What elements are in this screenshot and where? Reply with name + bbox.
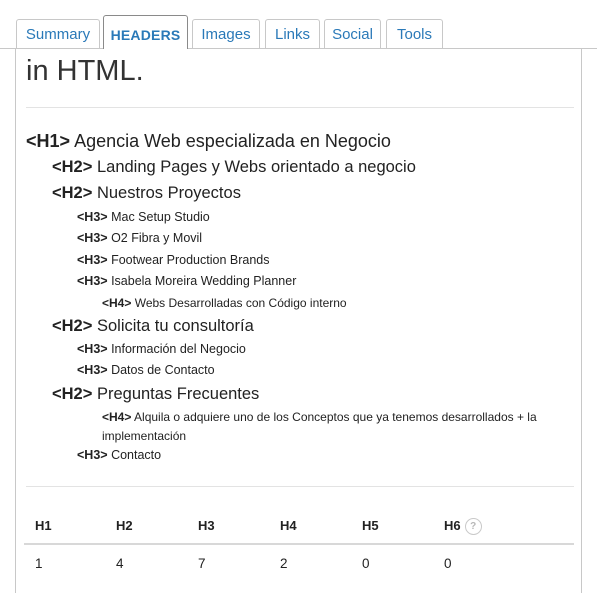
stat-value: 1 — [35, 556, 43, 571]
stat-header-divider — [24, 543, 574, 545]
heading-item: <H3> O2 Fibra y Movil — [77, 231, 203, 245]
heading-item: <H4> Webs Desarrolladas con Código interno — [102, 296, 347, 310]
heading-item: <H2> Solicita tu consultoría — [52, 317, 254, 335]
heading-item: <H2> Nuestros Proyectos — [52, 184, 241, 202]
heading-item: <H1> Agencia Web especializada en Negocio — [26, 131, 391, 151]
tab-tools[interactable]: Tools — [386, 19, 443, 48]
stat-header: H4 — [280, 518, 297, 533]
stat-header: H6 ? — [444, 518, 482, 535]
stat-header: H2 — [116, 518, 133, 533]
stat-value: 2 — [280, 556, 288, 571]
stat-header: H3 — [198, 518, 215, 533]
headers-panel — [15, 48, 582, 593]
heading-item: <H3> Footwear Production Brands — [77, 253, 270, 267]
heading-item: <H3> Información del Negocio — [77, 342, 246, 356]
stat-value: 4 — [116, 556, 124, 571]
help-icon[interactable]: ? — [465, 518, 482, 535]
stat-value: 0 — [444, 556, 452, 571]
heading-item: <H3> Contacto — [77, 448, 162, 462]
intro-text: in HTML. — [26, 55, 144, 87]
heading-item: <H3> Mac Setup Studio — [77, 210, 210, 224]
tab-images[interactable]: Images — [192, 19, 260, 48]
tab-summary[interactable]: Summary — [16, 19, 100, 48]
heading-item: <H3> Isabela Moreira Wedding Planner — [77, 274, 297, 288]
stat-value: 7 — [198, 556, 206, 571]
heading-item: <H2> Preguntas Frecuentes — [52, 385, 260, 403]
tab-links[interactable]: Links — [265, 19, 320, 48]
divider — [26, 107, 574, 108]
stat-value: 0 — [362, 556, 370, 571]
heading-item: <H3> Datos de Contacto — [77, 363, 215, 377]
stat-header: H5 — [362, 518, 379, 533]
divider — [26, 486, 574, 487]
tab-bar — [0, 0, 597, 49]
heading-item: <H2> Landing Pages y Webs orientado a negocio — [52, 158, 416, 176]
tab-social[interactable]: Social — [324, 19, 381, 48]
tab-headers[interactable]: HEADERS — [103, 15, 188, 49]
stat-header: H1 — [35, 518, 52, 533]
heading-item: <H4> Alquila o adquiere uno de los Conceptos que ya tenemos desarrollados + la implementación — [102, 410, 537, 443]
